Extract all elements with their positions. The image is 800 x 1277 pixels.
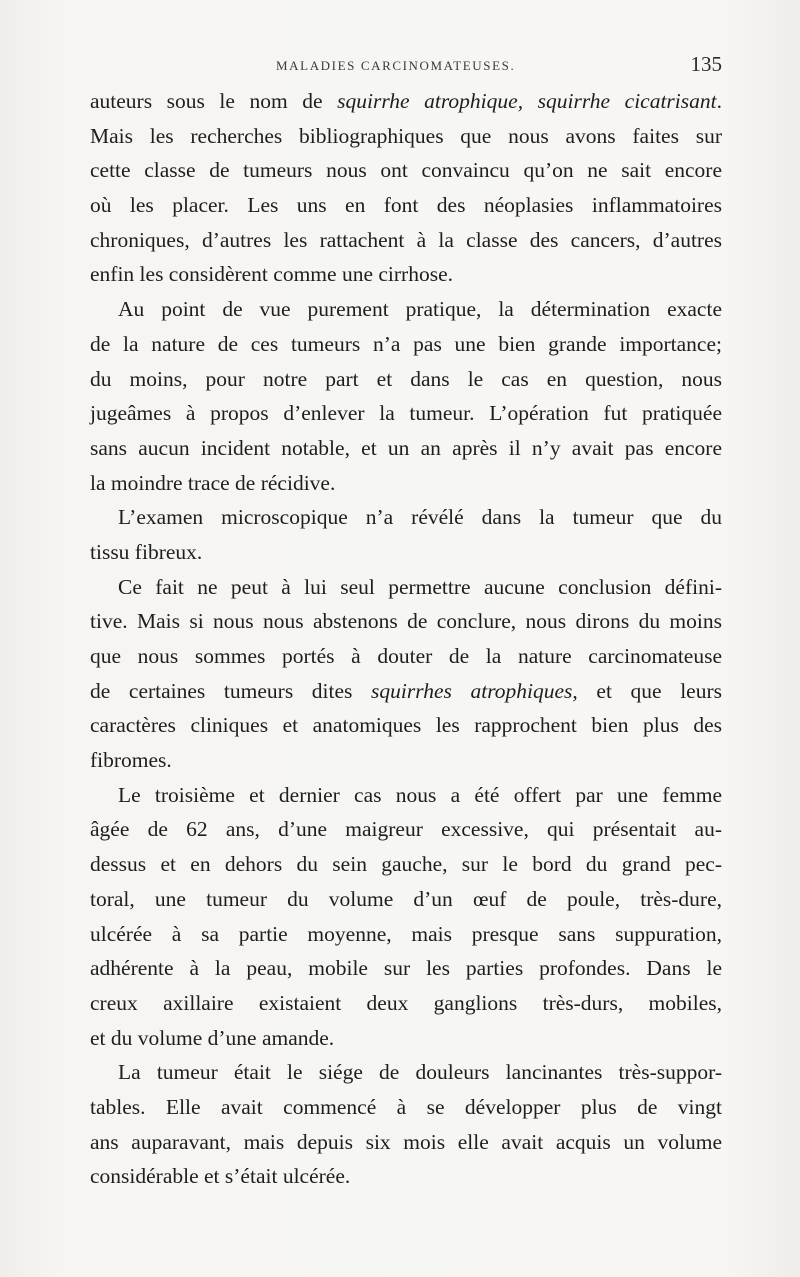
text-line: ans auparavant, mais depuis six mois elle avait acquis un volume (90, 1129, 722, 1154)
text-line: du moins, pour notre part et dans le cas en question, nous (90, 366, 722, 391)
paragraph (90, 778, 722, 1056)
running-head: MALADIES CARCINOMATEUSES. (276, 58, 516, 73)
text-line: Le troisième et dernier cas nous a été offert par une femme (118, 782, 722, 807)
text-line: Ce fait ne peut à lui seul permettre aucune conclusion défini- (118, 574, 722, 599)
paragraph (90, 1055, 722, 1194)
text-line: toral, une tumeur du volume d’un œuf de poule, très-dure, (90, 886, 722, 911)
text-line: caractères cliniques et anatomiques les rapprochent bien plus des (90, 713, 722, 738)
text-line: tive. Mais si nous nous abstenons de conclure, nous dirons du moins (90, 609, 722, 634)
text-line: adhérente à la peau, mobile sur les parties profondes. Dans le (90, 956, 722, 981)
body-text (90, 84, 722, 1194)
paragraph (90, 500, 722, 569)
text-line: creux axillaire existaient deux ganglions très-durs, mobiles, (90, 990, 722, 1015)
text-line: considérable et s’était ulcérée. (90, 1164, 351, 1189)
page-number: 135 (690, 52, 722, 76)
text-line: âgée de 62 ans, d’une maigreur excessive, qui présentait au- (90, 817, 722, 842)
text-line: Au point de vue purement pratique, la détermination exacte (118, 297, 722, 322)
text-line: La tumeur était le siége de douleurs lancinantes très-suppor- (118, 1060, 722, 1085)
text-line: de certaines tumeurs dites squirrhes atrophiques, et que leurs (90, 678, 722, 703)
text-line: Mais les recherches bibliographiques que nous avons faites sur (90, 123, 722, 148)
text-line: sans aucun incident notable, et un an après il n’y avait pas encore (90, 435, 722, 460)
text-line: enfin les considèrent comme une cirrhose. (90, 262, 453, 287)
text-line: cette classe de tumeurs nous ont convaincu qu’on ne sait encore (90, 158, 722, 183)
italic-term: squirrhes atrophiques (371, 678, 573, 703)
text-line: tissu fibreux. (90, 539, 203, 564)
text-line: de la nature de ces tumeurs n’a pas une bien grande importance; (90, 331, 722, 356)
paragraph (90, 570, 722, 778)
text-line: tables. Elle avait commencé à se développer plus de vingt (90, 1094, 722, 1119)
text-line: L’examen microscopique n’a révélé dans la tumeur que du (118, 505, 722, 530)
text-line: auteurs sous le nom de squirrhe atrophique, squirrhe cicatrisant. (90, 89, 722, 113)
paragraph (90, 292, 722, 500)
text-line: fibromes. (90, 748, 172, 773)
text-line: jugeâmes à propos d’enlever la tumeur. L’opération fut pratiquée (90, 401, 722, 426)
text-line: que nous sommes portés à douter de la nature carcinomateuse (90, 644, 722, 668)
page-header (90, 52, 722, 80)
text-line: dessus et en dehors du sein gauche, sur le bord du grand pec- (90, 852, 722, 877)
paragraph (90, 84, 722, 292)
text-line: la moindre trace de récidive. (90, 470, 336, 495)
text-line: ulcérée à sa partie moyenne, mais presque sans suppuration, (90, 921, 722, 946)
italic-term: squirrhe atrophique, squirrhe cicatrisant (337, 89, 717, 113)
text-line: et du volume d’une amande. (90, 1025, 335, 1050)
text-line: chroniques, d’autres les rattachent à la classe des cancers, d’autres (90, 227, 722, 252)
text-line: où les placer. Les uns en font des néoplasies inflammatoires (90, 193, 722, 218)
